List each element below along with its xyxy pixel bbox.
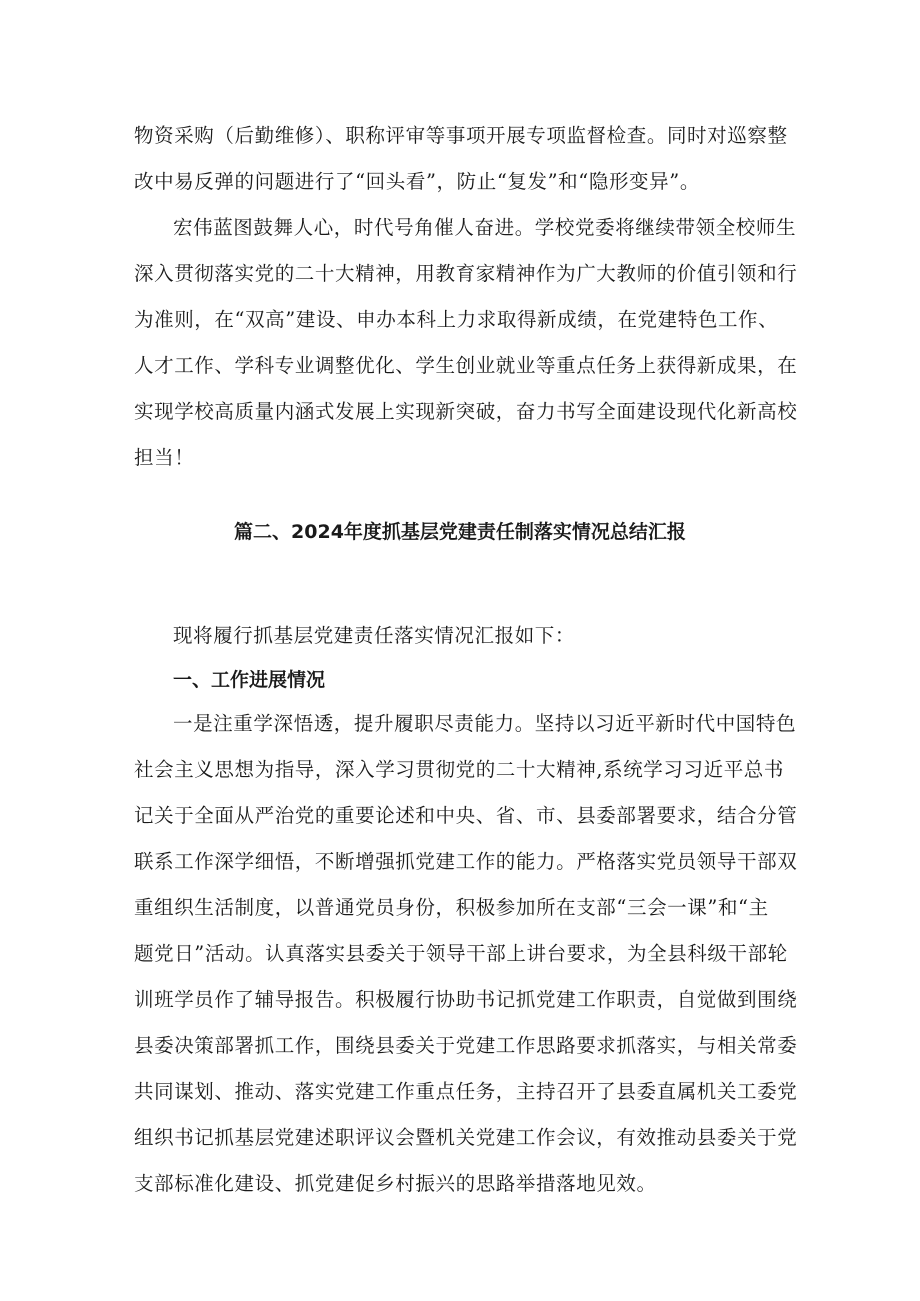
paragraph-line: 题党日”活动。认真落实县委关于领导干部上讲台要求，为全县科级干部轮 <box>134 942 788 965</box>
paragraph-line: 社会主义思想为指导，深入学习贯彻党的二十大精神,系统学习习近平总书 <box>134 758 784 781</box>
section-heading: 一、工作进展情况 <box>173 669 326 691</box>
paragraph-line: 重组织生活制度，以普通党员身份，积极参加所在支部“三会一课”和“主 <box>134 896 769 919</box>
intro-line: 现将履行抓基层党建责任落实情况汇报如下： <box>173 624 576 647</box>
paragraph-line: 县委决策部署抓工作，围绕县委关于党建工作思路要求抓落实，与相关常委 <box>134 1034 798 1057</box>
paragraph-line: 人才工作、学科专业调整优化、学生创业就业等重点任务上获得新成果，在 <box>134 354 798 377</box>
paragraph-line: 一是注重学深悟透，提升履职尽责能力。坚持以习近平新时代中国特色 <box>173 712 797 735</box>
paragraph-line: 实现学校高质量内涵式发展上实现新突破，奋力书写全面建设现代化新高校 <box>134 400 798 423</box>
paragraph-line: 担当！ <box>134 446 195 469</box>
paragraph-line: 物资采购（后勤维修）、职称评审等事项开展专项监督检查。同时对巡察整 <box>134 124 788 147</box>
paragraph-line: 改中易反弹的问题进行了“回头看”，防止“复发”和“隐形变异”。 <box>134 170 700 193</box>
paragraph-line: 联系工作深学细悟，不断增强抓党建工作的能力。严格落实党员领导干部双 <box>134 850 798 873</box>
paragraph-line: 训班学员作了辅导报告。积极履行协助书记抓党建工作职责，自觉做到围绕 <box>134 988 798 1011</box>
paragraph-line: 支部标准化建设、抓党建促乡村振兴的思路举措落地见效。 <box>134 1172 657 1195</box>
paragraph-line: 组织书记抓基层党建述职评议会暨机关党建工作会议，有效推动县委关于党 <box>134 1126 798 1149</box>
paragraph-line: 为准则，在“双高”建设、申办本科上力求取得新成绩，在党建特色工作、 <box>134 308 779 331</box>
paragraph-line: 记关于全面从严治党的重要论述和中央、省、市、县委部署要求，结合分管 <box>134 804 798 827</box>
paragraph-line: 共同谋划、推动、落实党建工作重点任务，主持召开了县委直属机关工委党 <box>134 1080 798 1103</box>
paragraph-line: 深入贯彻落实党的二十大精神，用教育家精神作为广大教师的价值引领和行 <box>134 262 798 285</box>
paragraph-line: 宏伟蓝图鼓舞人心，时代号角催人奋进。学校党委将继续带领全校师生 <box>173 216 797 239</box>
section-title: 篇二、2024年度抓基层党建责任制落实情况总结汇报 <box>234 521 686 543</box>
